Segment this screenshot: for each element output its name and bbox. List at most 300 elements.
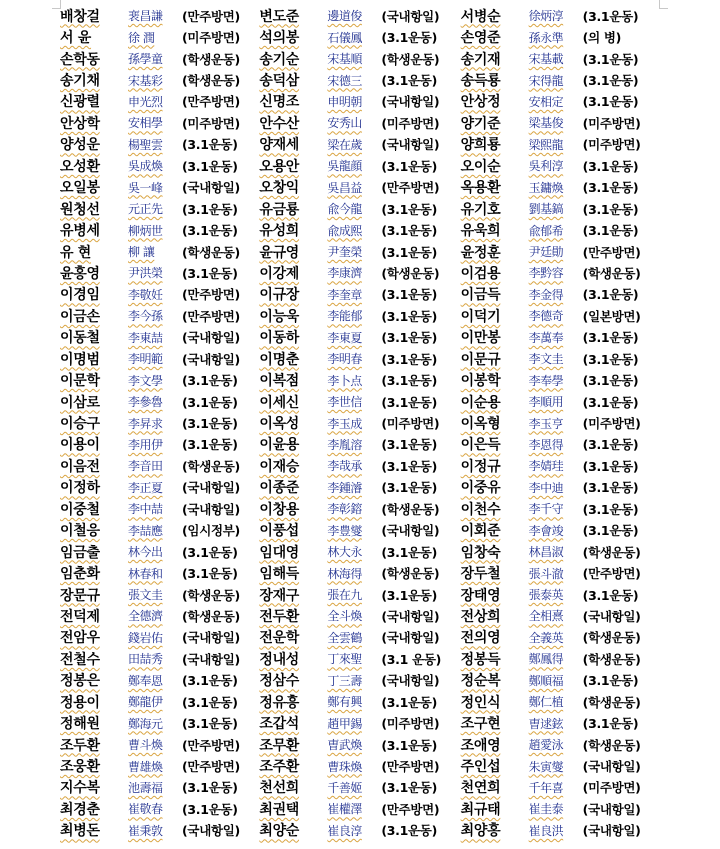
activity-category: (3.1운동): [182, 394, 238, 410]
list-entry: [259, 799, 460, 819]
person-name: 이순용: [460, 394, 501, 411]
activity-category: (미주방면): [582, 115, 641, 131]
list-entry: [259, 670, 460, 690]
activity-category: (3.1운동): [381, 544, 437, 560]
person-hanja: 崔圭泰: [528, 802, 564, 817]
list-entry: [60, 434, 259, 454]
person-name: 오이순: [460, 158, 501, 175]
list-entry: [259, 713, 460, 733]
list-row: [60, 798, 660, 819]
person-hanja: 李參魯: [128, 395, 163, 410]
list-entry: [60, 735, 259, 755]
list-row: [60, 327, 660, 348]
activity-category: (국내항일): [381, 8, 440, 24]
person-name: 전운학: [259, 630, 300, 647]
person-name: 정삼수: [259, 673, 300, 690]
person-name: 임창숙: [460, 544, 501, 561]
person-hanja: 林昌淑: [528, 545, 564, 560]
list-entry: [461, 242, 660, 262]
activity-category: (국내항일): [182, 823, 240, 839]
person-hanja: 吳成煥: [128, 159, 163, 174]
list-entry: [461, 756, 660, 776]
person-hanja: 裵昌謙: [128, 9, 163, 24]
person-name: 이천수: [460, 501, 501, 518]
person-name: 조애영: [460, 737, 501, 754]
list-row: [60, 691, 660, 712]
person-hanja: 鄭奉恩: [128, 673, 163, 688]
person-name: 장재구: [259, 587, 300, 604]
activity-category: (3.1운동): [381, 373, 437, 389]
person-hanja: 李東夏: [327, 330, 362, 345]
person-name: 원청선: [60, 201, 100, 218]
person-name: 이동하: [259, 330, 300, 347]
list-entry: [60, 777, 259, 797]
list-row: [60, 112, 660, 133]
activity-category: (학생운동): [582, 651, 641, 667]
person-name: 이덕기: [460, 308, 501, 325]
list-entry: [60, 327, 259, 347]
person-hanja: 李中喆: [128, 502, 163, 517]
person-name: 이봉학: [460, 373, 501, 390]
list-entry: [461, 306, 660, 326]
list-entry: [60, 263, 259, 283]
list-entry: [461, 49, 660, 69]
activity-category: (국내항일): [582, 759, 641, 775]
activity-category: (3.1운동): [182, 780, 238, 796]
person-name: 정유흥: [259, 694, 300, 711]
person-name: 이용이: [60, 437, 100, 454]
person-name: 임금출: [60, 544, 100, 561]
person-hanja: 全相熹: [528, 609, 564, 624]
person-name: 유성희: [259, 223, 300, 240]
list-row: [60, 498, 660, 519]
list-entry: [259, 177, 460, 197]
person-name: 옥용환: [460, 180, 501, 197]
list-entry: [60, 392, 259, 412]
person-hanja: 元正先: [128, 202, 163, 217]
person-hanja: 全雲鶴: [327, 630, 362, 645]
list-entry: [461, 177, 660, 197]
person-name: 지수복: [60, 780, 100, 797]
list-entry: [259, 370, 460, 390]
list-entry: [259, 349, 460, 369]
person-name: 최양순: [259, 823, 300, 840]
activity-category: (3.1운동): [582, 458, 639, 474]
list-row: [60, 219, 660, 240]
person-hanja: 張泰英: [528, 588, 564, 603]
person-hanja: 李明範: [128, 352, 163, 367]
activity-category: (국내항일): [381, 673, 440, 689]
list-row: [60, 155, 660, 176]
person-name: 이철응: [60, 523, 100, 540]
person-name: 장두철: [460, 566, 501, 583]
list-entry: [461, 777, 660, 797]
activity-category: (3.1운동): [381, 308, 437, 324]
activity-category: (3.1운동): [582, 201, 639, 217]
list-row: [60, 562, 660, 583]
list-entry: [461, 713, 660, 733]
activity-category: (국내항일): [381, 137, 440, 153]
person-name: 배창걸: [60, 8, 100, 25]
activity-category: (만주방면): [182, 8, 240, 24]
person-name: 이정규: [460, 458, 501, 475]
activity-category: (3.1운동): [182, 158, 238, 174]
activity-category: (3.1운동): [582, 180, 639, 196]
person-hanja: 鄭鳳得: [528, 652, 564, 667]
person-hanja: 安相定: [528, 94, 564, 109]
person-name: 조주환: [259, 759, 300, 776]
list-row: [60, 455, 660, 476]
list-entry: [259, 777, 460, 797]
activity-category: (미주방면): [582, 416, 641, 432]
person-hanja: 林今出: [128, 545, 163, 560]
list-entry: [461, 542, 660, 562]
list-entry: [60, 113, 259, 133]
person-hanja: 鄭龍伊: [128, 695, 163, 710]
list-entry: [461, 456, 660, 476]
person-hanja: 李昇求: [128, 416, 163, 431]
list-entry: [60, 220, 259, 240]
activity-category: (만주방면): [582, 244, 641, 260]
person-hanja: 柳炳世: [128, 223, 163, 238]
person-hanja: 孫學童: [128, 52, 163, 67]
person-name: 이풍섭: [259, 523, 300, 540]
person-name: 최양홍: [460, 823, 501, 840]
list-row: [60, 69, 660, 90]
list-entry: [60, 456, 259, 476]
person-hanja: 張斗澈: [528, 566, 564, 581]
person-name: 이종준: [259, 480, 300, 497]
activity-category: (3.1운동): [381, 458, 437, 474]
person-name: 오일봉: [60, 180, 100, 197]
person-hanja: 兪今龍: [327, 202, 362, 217]
activity-category: (3.1운동): [582, 394, 639, 410]
list-entry: [259, 649, 460, 669]
activity-category: (학생운동): [582, 630, 641, 646]
person-name: 이삼로: [60, 394, 100, 411]
person-name: 조무환: [259, 737, 300, 754]
list-entry: [461, 499, 660, 519]
person-hanja: 安相學: [128, 116, 163, 131]
person-name: 정용이: [60, 694, 100, 711]
list-entry: [259, 27, 460, 47]
list-entry: [60, 649, 259, 669]
person-name: 전상희: [460, 608, 501, 625]
activity-category: (임시정부): [182, 523, 240, 539]
activity-category: (3.1운동): [381, 223, 437, 239]
person-name: 이명춘: [259, 351, 300, 368]
list-entry: [461, 220, 660, 240]
list-row: [60, 305, 660, 326]
person-name: 이명범: [60, 351, 100, 368]
person-hanja: 李康濟: [327, 266, 362, 281]
person-name: 송기채: [60, 73, 100, 90]
activity-category: (3.1운동): [582, 501, 639, 517]
activity-category: (3.1운동): [381, 244, 437, 260]
person-name: 유기호: [460, 201, 501, 218]
person-hanja: 崔良洪: [528, 823, 564, 838]
list-entry: [259, 413, 460, 433]
activity-category: (만주방면): [182, 308, 240, 324]
list-row: [60, 434, 660, 455]
person-name: 양재세: [259, 137, 300, 154]
list-row: [60, 198, 660, 219]
person-name: 서병순: [460, 8, 501, 25]
activity-category: (3.1운동): [182, 694, 238, 710]
list-entry: [60, 91, 259, 111]
activity-category: (3.1운동): [582, 351, 639, 367]
name-list-document: [60, 5, 660, 841]
activity-category: (3.1운동): [582, 51, 639, 67]
person-name: 송기재: [460, 51, 501, 68]
person-hanja: 李會竣: [528, 523, 564, 538]
activity-category: (국내항일): [182, 330, 240, 346]
person-hanja: 千年喜: [528, 780, 564, 795]
list-entry: [60, 6, 259, 26]
person-hanja: 丁三壽: [327, 673, 362, 688]
list-entry: [259, 477, 460, 497]
activity-category: (3.1운동): [381, 330, 437, 346]
list-entry: [259, 6, 460, 26]
list-row: [60, 648, 660, 669]
activity-category: (3.1운동): [182, 801, 238, 817]
list-row: [60, 26, 660, 47]
list-entry: [461, 91, 660, 111]
person-name: 오용안: [259, 158, 300, 175]
person-hanja: 曹珠煥: [327, 759, 362, 774]
activity-category: (3.1운동): [182, 223, 238, 239]
person-name: 신광렬: [60, 94, 100, 111]
person-hanja: 錢岩佑: [128, 630, 163, 645]
person-hanja: 梁熙龍: [528, 137, 564, 152]
list-row: [60, 755, 660, 776]
person-name: 전의영: [460, 630, 501, 647]
activity-category: (3.1운동): [381, 158, 437, 174]
list-row: [60, 262, 660, 283]
list-entry: [461, 627, 660, 647]
list-entry: [461, 199, 660, 219]
person-hanja: 楊聖雲: [128, 137, 163, 152]
person-hanja: 李今孫: [128, 309, 163, 324]
activity-category: (3.1운동): [582, 330, 639, 346]
person-hanja: 尹廷勛: [528, 245, 564, 260]
person-name: 이세신: [259, 394, 300, 411]
person-hanja: 鄭順福: [528, 673, 564, 688]
list-entry: [259, 91, 460, 111]
person-name: 손영준: [460, 30, 501, 47]
list-entry: [461, 284, 660, 304]
list-entry: [60, 499, 259, 519]
activity-category: (3.1운동): [582, 437, 639, 453]
list-entry: [259, 499, 460, 519]
person-name: 이중유: [460, 480, 501, 497]
person-name: 유병세: [60, 223, 100, 240]
activity-category: (3.1운동): [582, 480, 639, 496]
person-hanja: 李奉學: [528, 373, 564, 388]
activity-category: (미주방면): [582, 780, 641, 796]
activity-category: (3.1운동): [182, 673, 238, 689]
list-entry: [461, 477, 660, 497]
activity-category: (국내항일): [381, 630, 440, 646]
person-hanja: 吳利淳: [528, 159, 564, 174]
list-entry: [461, 349, 660, 369]
activity-category: (3.1 운동): [381, 651, 442, 667]
activity-category: (학생운동): [182, 608, 240, 624]
list-entry: [259, 49, 460, 69]
person-name: 유금룡: [259, 201, 300, 218]
activity-category: (3.1운동): [582, 73, 639, 89]
list-entry: [461, 735, 660, 755]
list-entry: [461, 156, 660, 176]
activity-category: (국내항일): [182, 501, 240, 517]
list-entry: [461, 392, 660, 412]
list-entry: [259, 70, 460, 90]
activity-category: (미주방면): [182, 115, 240, 131]
activity-category: (3.1운동): [182, 566, 238, 582]
activity-category: (국내항일): [381, 523, 440, 539]
list-entry: [259, 284, 460, 304]
list-row: [60, 734, 660, 755]
list-entry: [461, 434, 660, 454]
person-hanja: 千善姬: [327, 780, 362, 795]
person-name: 서 윤: [60, 30, 92, 47]
list-entry: [259, 434, 460, 454]
activity-category: (학생운동): [182, 458, 240, 474]
person-name: 조웅환: [60, 759, 100, 776]
activity-category: (만주방면): [182, 759, 240, 775]
person-hanja: 李文學: [128, 373, 163, 388]
list-entry: [461, 27, 660, 47]
activity-category: (3.1운동): [381, 437, 437, 453]
person-name: 이은득: [460, 437, 501, 454]
person-hanja: 李敬妊: [128, 287, 163, 302]
activity-category: (3.1운동): [182, 544, 238, 560]
person-hanja: 李中迪: [528, 480, 564, 495]
person-hanja: 申明朝: [327, 94, 362, 109]
person-name: 이회준: [460, 523, 501, 540]
person-hanja: 崔良淳: [327, 823, 362, 838]
activity-category: (학생운동): [582, 265, 641, 281]
person-hanja: 李玉成: [327, 416, 362, 431]
person-hanja: 李彰鎔: [327, 502, 362, 517]
person-hanja: 李金得: [528, 287, 564, 302]
person-hanja: 李正夏: [128, 480, 163, 495]
person-hanja: 全斗煥: [327, 609, 362, 624]
activity-category: (국내항일): [182, 351, 240, 367]
person-hanja: 徐炳淳: [528, 9, 564, 24]
list-entry: [60, 627, 259, 647]
person-name: 전덕제: [60, 608, 100, 625]
person-hanja: 趙愛泳: [528, 738, 564, 753]
person-name: 유욱희: [460, 223, 501, 240]
list-entry: [60, 242, 259, 262]
list-row: [60, 412, 660, 433]
person-hanja: 李德奇: [528, 309, 564, 324]
activity-category: (국내항일): [182, 180, 240, 196]
activity-category: (학생운동): [381, 51, 440, 67]
activity-category: (국내항일): [182, 630, 240, 646]
person-hanja: 吳昌益: [327, 180, 362, 195]
person-hanja: 林海得: [327, 566, 362, 581]
person-name: 이옥성: [259, 416, 300, 433]
activity-category: (3.1운동): [381, 823, 437, 839]
list-entry: [259, 199, 460, 219]
list-entry: [60, 177, 259, 197]
list-row: [60, 777, 660, 798]
person-hanja: 李音田: [128, 459, 163, 474]
person-name: 임대영: [259, 544, 300, 561]
person-hanja: 李用伊: [128, 437, 163, 452]
list-entry: [259, 242, 460, 262]
activity-category: (학생운동): [381, 566, 440, 582]
person-name: 이만봉: [460, 330, 501, 347]
list-row: [60, 520, 660, 541]
person-name: 정봉은: [60, 673, 100, 690]
person-name: 이능욱: [259, 308, 300, 325]
person-hanja: 宋得龍: [528, 73, 564, 88]
list-entry: [60, 284, 259, 304]
person-hanja: 梁基俊: [528, 116, 564, 131]
person-name: 신명조: [259, 94, 300, 111]
person-name: 천연희: [460, 780, 501, 797]
person-hanja: 李世信: [327, 395, 362, 410]
list-entry: [259, 306, 460, 326]
list-entry: [259, 134, 460, 154]
person-hanja: 崔權澤: [327, 802, 362, 817]
activity-category: (미주방면): [182, 30, 240, 46]
list-entry: [461, 563, 660, 583]
person-hanja: 劉基鎬: [528, 202, 564, 217]
activity-category: (미주방면): [381, 115, 440, 131]
list-row: [60, 241, 660, 262]
list-row: [60, 391, 660, 412]
list-entry: [461, 327, 660, 347]
person-hanja: 宋基載: [528, 52, 564, 67]
activity-category: (3.1운동): [182, 373, 238, 389]
activity-category: (3.1운동): [582, 94, 639, 110]
list-row: [60, 670, 660, 691]
list-entry: [259, 520, 460, 540]
person-hanja: 崔敬春: [128, 802, 163, 817]
person-hanja: 曹雄煥: [128, 759, 163, 774]
list-entry: [60, 542, 259, 562]
person-name: 천선희: [259, 780, 300, 797]
person-name: 장문규: [60, 587, 100, 604]
activity-category: (국내항일): [582, 801, 641, 817]
activity-category: (3.1운동): [381, 587, 437, 603]
list-row: [60, 477, 660, 498]
person-hanja: 林春和: [128, 566, 163, 581]
activity-category: (3.1운동): [182, 416, 238, 432]
person-name: 이창용: [259, 501, 300, 518]
person-hanja: 邊道俊: [327, 9, 362, 24]
activity-category: (3.1운동): [381, 694, 437, 710]
list-entry: [60, 70, 259, 90]
person-hanja: 李文圭: [528, 352, 564, 367]
list-entry: [259, 692, 460, 712]
person-hanja: 宋基彩: [128, 73, 163, 88]
list-row: [60, 5, 660, 26]
list-row: [60, 541, 660, 562]
list-entry: [60, 156, 259, 176]
person-name: 송기순: [259, 51, 300, 68]
activity-category: (3.1운동): [381, 780, 437, 796]
activity-category: (만주방면): [381, 180, 440, 196]
person-name: 조갑석: [259, 716, 300, 733]
person-hanja: 全義英: [528, 630, 564, 645]
activity-category: (3.1운동): [582, 716, 639, 732]
activity-category: (3.1운동): [582, 287, 639, 303]
